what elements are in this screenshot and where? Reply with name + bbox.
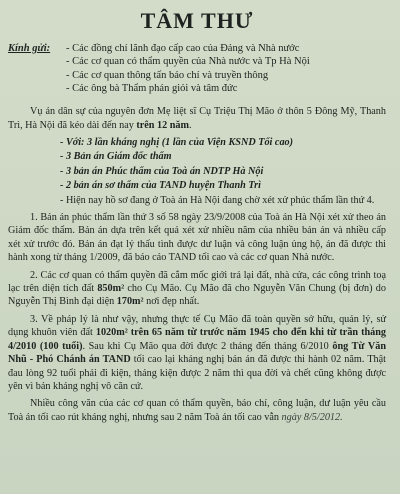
p2-text-c: cho Cụ Mão. Cụ Mão đã cho Nguyễn Văn Chung (bị đơn) do Nguyễn Thị Bình đại diện <box>8 283 386 308</box>
case-item: - Hiện nay hồ sơ đang ở Toà án Hà Nội đang chờ xét xử phúc thẩm lần thứ 4. <box>60 194 375 206</box>
p2-area-170: 170m² <box>116 296 144 308</box>
recipient-list <box>66 42 310 95</box>
p3-text-c: . Sau khi Cụ Mão qua đời được 2 tháng đến tháng 6/2010 <box>82 340 333 352</box>
case-item: - 2 bản án sơ thẩm của TAND huyện Thanh Trì <box>60 180 261 192</box>
recipient-item: - Các đồng chí lãnh đạo cấp cao của Đảng và Nhà nước <box>66 43 300 54</box>
intro-paragraph <box>8 105 386 132</box>
letter-body <box>8 105 386 424</box>
intro-duration: trên 12 năm <box>136 119 189 131</box>
paragraph-2 <box>8 269 386 309</box>
p3-text-e: tối cao lại kháng nghị bản án đã được thi hành 02 năm. Thật đau lòng 92 tuổi phải đi kiện, tháng kiện được 2 năm thì qua đời và chết cũng không được yên vì bản kháng nghị vô căn cứ. <box>8 354 386 392</box>
p2-text-e: nơi đẹp nhất. <box>143 296 200 308</box>
case-item: - 3 Bản án Giám đốc thẩm <box>60 151 172 163</box>
greeting-block <box>8 42 386 95</box>
intro-text: Vụ án dân sự của nguyên đơn Mẹ liệt sĩ Cụ Triệu Thị Mão ở thôn 5 Đông Mỹ, Thanh Trì, Hà Nội đã kéo dài đến nay <box>8 106 386 131</box>
p2-area-850: 850m² <box>97 283 125 295</box>
recipient-item: - Các cơ quan thông tấn báo chí và truyền thông <box>66 69 269 81</box>
p3-text-a: 3. Về pháp lý là như vậy, nhưng thực tế Cụ Mão đã toàn quyền sở hữu, quản lý, sử dụng khuôn viên đất <box>8 313 386 339</box>
p2-text-a: 2. Các cơ quan có thẩm quyền đã cắm mốc giới trả lại đất, nhà cửa, các công trình toạ lạc trên diện tích đất <box>8 269 386 295</box>
p4-date: ngày 8/5/2012. <box>281 411 343 423</box>
paragraph-1: 1. Bản án phúc thẩm lần thứ 3 số 58 ngày 23/9/2008 của Toà án Hà Nội xét xử theo án Giám đốc thẩm. Bản án dựa trên kết quả xét xử nhiều năm của nhiều bản án và nhiều cấp xét xử trước đó. Bản án đạt lý thấu tình được dư luận và công luận ủng hộ, án đã được thi hành xong từ tháng 1/2009, đã báo cáo TAND tối cao và các cơ quan Nhà nước. <box>8 212 386 264</box>
recipient-item: - Các cơ quan có thẩm quyền của Nhà nước và Tp Hà Nội <box>66 56 310 68</box>
case-item: - 3 bản án Phúc thẩm của Toà án NDTP Hà Nội <box>60 165 264 177</box>
case-item: - Với: 3 lần kháng nghị (1 lần của Viện KSND Tối cao) <box>60 137 294 148</box>
p4-text: Nhiều công văn của các cơ quan có thẩm quyền, báo chí, công luận, dư luận yêu cầu Toà án tối cao rút kháng nghị, nhưng sau 2 năm Toà án tối cao vẫn <box>8 398 386 423</box>
paragraph-4 <box>8 397 386 424</box>
greeting-label: Kính gửi: <box>8 43 51 54</box>
p3-bold-b: 1020m² trên 65 năm từ trước năm 1945 cho đến khi từ trần tháng 4/2010 (100 tuổi) <box>8 327 386 352</box>
intro-end: . <box>189 119 192 131</box>
paragraph-3 <box>8 313 386 393</box>
letter-title: TÂM THƯ <box>140 8 254 33</box>
recipient-item: - Các ông bà Thẩm phán giỏi và tâm đức <box>66 82 238 94</box>
p3-bold-d: ông Từ Văn Nhũ - Phó Chánh án TAND <box>8 340 387 366</box>
